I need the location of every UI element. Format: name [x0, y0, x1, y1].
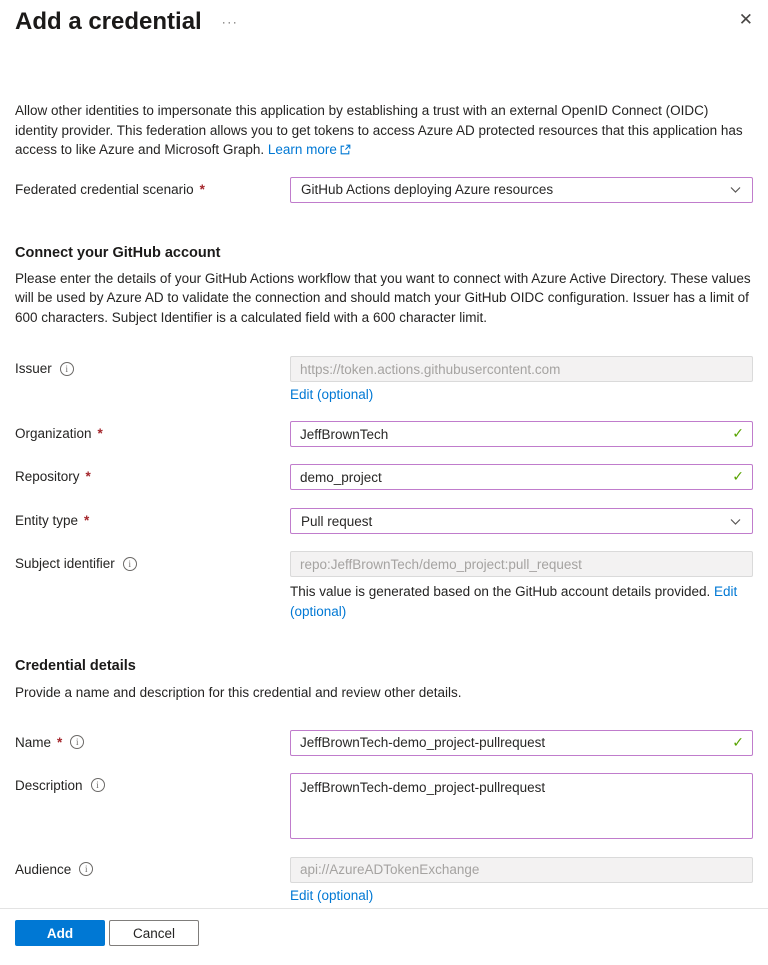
chevron-down-icon	[729, 515, 742, 528]
description-textarea[interactable]	[290, 773, 753, 839]
close-icon[interactable]: ✕	[738, 10, 753, 29]
learn-more-link[interactable]: Learn more	[268, 142, 351, 157]
subject-identifier-helper: This value is generated based on the GitHub account details provided. Edit (optional)	[290, 584, 738, 619]
valid-check-icon: ✓	[732, 468, 744, 484]
issuer-label: Issuer	[15, 361, 52, 376]
organization-input[interactable]	[290, 421, 753, 447]
issuer-input	[290, 356, 753, 382]
field-row-repository	[15, 464, 753, 490]
audience-label: Audience	[15, 861, 72, 877]
audience-input	[290, 857, 753, 883]
panel-header	[0, 0, 768, 38]
entity-type-selected-value: Pull request	[301, 513, 373, 529]
cancel-button[interactable]: Cancel	[109, 920, 199, 946]
scenario-selected-value: GitHub Actions deploying Azure resources	[301, 182, 554, 197]
audience-info-icon[interactable]: i	[79, 862, 93, 876]
chevron-down-icon	[729, 183, 742, 196]
subject-identifier-input	[290, 551, 753, 577]
subject-identifier-info-icon[interactable]: i	[123, 557, 137, 571]
intro-paragraph	[15, 101, 753, 160]
field-row-organization	[15, 421, 753, 447]
audience-edit-link[interactable]: Edit (optional)	[290, 887, 374, 903]
more-options-icon[interactable]: ···	[221, 15, 239, 29]
page-title: Add a credential	[15, 8, 202, 35]
valid-check-icon: ✓	[732, 733, 744, 750]
federated-credential-scenario-select[interactable]	[290, 177, 753, 203]
panel-footer	[0, 908, 768, 965]
field-row-scenario	[15, 177, 753, 203]
required-marker: *	[97, 426, 103, 441]
field-row-issuer	[15, 356, 753, 404]
required-marker: *	[199, 181, 205, 197]
credential-section-heading: Credential details	[15, 658, 136, 674]
repository-label: Repository	[15, 469, 80, 484]
field-row-name	[15, 730, 753, 756]
add-button[interactable]: Add	[15, 920, 105, 946]
issuer-edit-link[interactable]: Edit (optional)	[290, 387, 374, 402]
panel-content	[0, 101, 768, 905]
field-row-audience	[15, 857, 753, 905]
name-input[interactable]	[290, 730, 753, 756]
name-info-icon[interactable]: i	[70, 735, 84, 749]
valid-check-icon: ✓	[732, 425, 744, 441]
required-marker: *	[84, 513, 90, 528]
credential-section-description: Provide a name and description for this credential and review other details.	[15, 685, 462, 700]
organization-label: Organization	[15, 426, 92, 441]
external-link-icon	[340, 144, 351, 155]
entity-type-label: Entity type	[15, 513, 79, 528]
intro-text: Allow other identities to impersonate this application by establishing a trust with an external OpenID Connect (OIDC) identity provider. This federation allows you to get tokens to access Azure AD protected resources that this application has access to like Azure and Microsoft Graph.	[15, 103, 743, 157]
issuer-info-icon[interactable]: i	[60, 362, 74, 376]
subject-identifier-edit-link[interactable]: Edit (optional)	[290, 584, 738, 619]
required-marker: *	[85, 469, 91, 484]
field-row-subject-identifier	[15, 551, 753, 621]
scenario-label: Federated credential scenario	[15, 181, 194, 197]
field-row-description	[15, 773, 753, 839]
name-label: Name	[15, 734, 52, 750]
required-marker: *	[57, 734, 63, 750]
github-section-heading: Connect your GitHub account	[15, 244, 221, 261]
entity-type-select[interactable]	[290, 508, 753, 534]
subject-identifier-label: Subject identifier	[15, 556, 115, 571]
repository-input[interactable]	[290, 464, 753, 490]
github-section-description: Please enter the details of your GitHub Actions workflow that you want to connect with Azure Active Directory. These values will be used by Azure AD to validate the connection and should match your GitHub OIDC configuration. Issuer has a limit of 600 characters. Subject Identifier is a calculated field with a 600 character limit.	[15, 270, 751, 325]
description-label: Description	[15, 777, 83, 793]
description-info-icon[interactable]: i	[91, 778, 105, 792]
field-row-entity-type	[15, 508, 753, 534]
